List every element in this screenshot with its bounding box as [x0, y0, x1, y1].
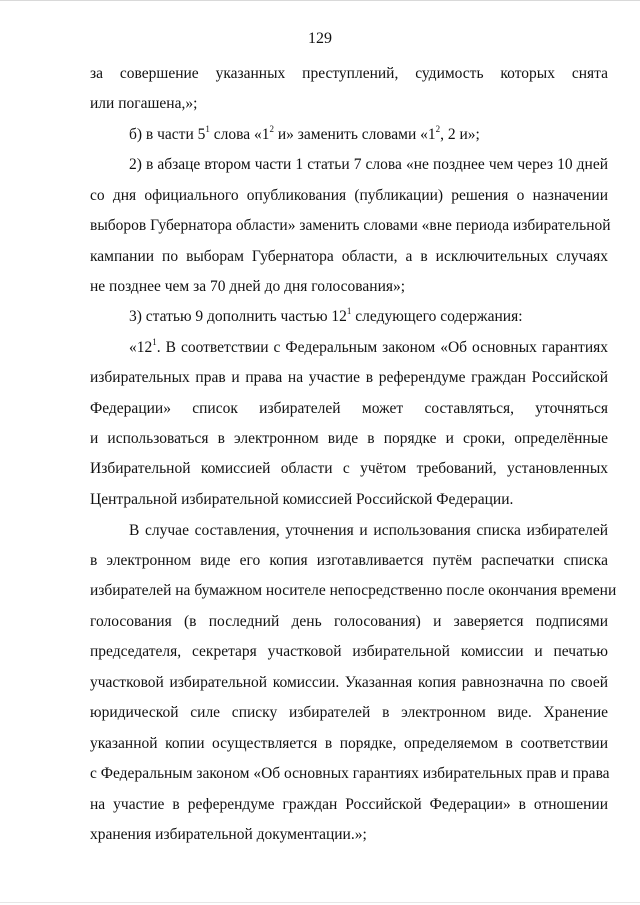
- text-line: юридической силе списку избирателей в электронном виде. Хранение: [90, 704, 608, 721]
- scan-bottom-edge: [0, 902, 640, 903]
- text-line: в электронном виде его копия изготавливается путём распечатки списка: [90, 552, 608, 569]
- text-line: 2) в абзаце втором части 1 статьи 7 слова «не позднее чем через 10 дней: [129, 156, 608, 173]
- text-line: голосования (в последний день голосования) и заверяется подписями: [90, 613, 608, 630]
- text-line: В случае составления, уточнения и использования списка избирателей: [129, 522, 608, 539]
- text-line: 3) статью 9 дополнить частью $12^1$ следующего содержания:: [129, 305, 523, 325]
- text-line: хранения избирательной документации.»;: [90, 826, 367, 843]
- text-line: или погашена,»;: [90, 95, 198, 112]
- text-line: за совершение указанных преступлений, судимость которых снята: [90, 65, 608, 82]
- text-line: и использоваться в электронном виде в порядке и сроки, определённые: [90, 430, 608, 447]
- text-line: не позднее чем за 70 дней до дня голосования»;: [90, 278, 406, 295]
- text-line: б) в части $5^1$ слова «$1^2$ и» заменить словами «$1^2$, 2 и»;: [129, 123, 480, 143]
- text-line: избирателей на бумажном носителе непосредственно после окончания времени: [90, 582, 617, 599]
- text-line: избирательных прав и права на участие в референдуме граждан Российской: [90, 369, 608, 386]
- text-line: участковой избирательной комиссии. Указанная копия равнозначна по своей: [90, 674, 608, 691]
- text-line: Избирательной комиссией области с учётом требований, установленных: [90, 460, 608, 477]
- text-line: «$12^1$. В соответствии с Федеральным законом «Об основных гарантиях: [129, 336, 608, 356]
- text-line: со дня официального опубликования (публикации) решения о назначении: [90, 187, 608, 204]
- text-line: председателя, секретаря участковой избирательной комиссии и печатью: [90, 643, 608, 660]
- text-line: кампании по выборам Губернатора области, а в исключительных случаях: [90, 248, 608, 265]
- page-number: 129: [308, 30, 332, 47]
- text-line: Центральной избирательной комиссией Российской Федерации.: [90, 491, 514, 508]
- text-line: указанной копии осуществляется в порядке, определяемом в соответствии: [90, 735, 608, 752]
- text-line: выборов Губернатора области» заменить словами «вне периода избирательной: [90, 217, 611, 234]
- text-line: Федерации» список избирателей может составляться, уточняться: [90, 400, 608, 417]
- text-line: на участие в референдуме граждан Российской Федерации» в отношении: [90, 796, 608, 813]
- text-line: с Федеральным законом «Об основных гарантиях избирательных прав и права: [90, 765, 610, 782]
- scan-top-edge: [0, 0, 640, 1]
